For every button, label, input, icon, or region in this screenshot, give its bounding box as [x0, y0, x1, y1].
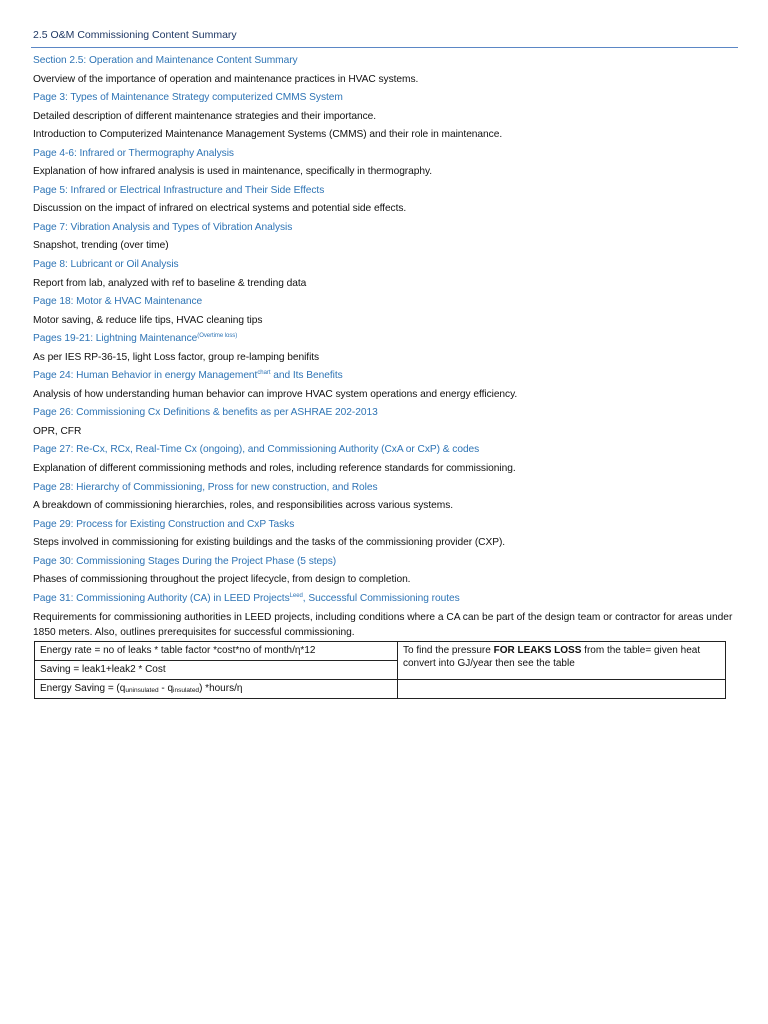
page-reference-heading: [33, 441, 738, 460]
page-reference-heading: [33, 590, 738, 609]
line-text: Page 27: Re-Cx, RCx, Real-Time Cx (ongoing), and Commissioning Authority (CxA or CxP) & codes: [33, 444, 480, 456]
table-cell: [35, 680, 398, 699]
formula-part: - q: [158, 683, 174, 694]
line-text: Page 4-6: Infrared or Thermography Analysis: [33, 147, 234, 159]
line-text: Discussion on the impact of infrared on electrical systems and potential side effects.: [33, 203, 407, 215]
note-text-pre: To find the pressure: [403, 645, 494, 656]
line-text: OPR, CFR: [33, 425, 82, 437]
page-description: [33, 237, 738, 256]
page-reference-heading: [33, 479, 738, 498]
line-text: Report from lab, analyzed with ref to baseline & trending data: [33, 277, 307, 289]
page-reference-heading: [33, 367, 738, 386]
table-cell: [35, 661, 398, 680]
page-reference-heading: [33, 145, 738, 164]
line-text-after: , Successful Commissioning routes: [302, 592, 460, 604]
line-text: Page 8: Lubricant or Oil Analysis: [33, 259, 179, 271]
line-text: Page 18: Motor & HVAC Maintenance: [33, 296, 203, 308]
energy-saving-formula: [40, 683, 242, 694]
page-description: [33, 386, 738, 405]
page-reference-heading: [33, 219, 738, 238]
page-description: [33, 71, 738, 90]
note-text-post: from the table= given heat convert into GJ/year then see the table: [403, 645, 701, 669]
formula-subscript: insulated: [173, 687, 200, 694]
line-text: Page 29: Process for Existing Construction and CxP Tasks: [33, 518, 295, 530]
page-reference-heading: [33, 256, 738, 275]
line-text: Page 7: Vibration Analysis and Types of Vibration Analysis: [33, 221, 293, 233]
line-text: A breakdown of commissioning hierarchies, roles, and responsibilities across various systems.: [33, 500, 454, 512]
line-text: Page 30: Commissioning Stages During the Project Phase (5 steps): [33, 555, 337, 567]
formula-part: ) *hours/η: [199, 683, 243, 694]
content-summary: [33, 52, 738, 640]
line-superscript: (Overtime loss): [197, 333, 238, 340]
page-description: [33, 163, 738, 182]
page-header-title: 2.5 O&M Commissioning Content Summary: [33, 29, 237, 41]
table-cell-note: [398, 642, 726, 680]
energy-rate-formula: Energy rate = no of leaks * table factor *cost*no of month/η*12: [40, 645, 316, 656]
page-reference-heading: [33, 52, 738, 71]
page-reference-heading: [33, 553, 738, 572]
line-text: Page 5: Infrared or Electrical Infrastructure and Their Side Effects: [33, 184, 325, 196]
saving-formula: Saving = leak1+leak2 * Cost: [40, 664, 166, 675]
line-text: Page 24: Human Behavior in energy Management: [33, 370, 258, 382]
table-cell-empty: [398, 680, 726, 699]
line-text: Explanation of different commissioning methods and roles, including reference standards for commissioning.: [33, 463, 516, 475]
line-text: Overview of the importance of operation and maintenance practices in HVAC systems.: [33, 73, 419, 85]
energy-calculation-table: [34, 641, 726, 699]
summary-paragraph: Requirements for commissioning authorities in LEED projects, including conditions where a CA can be part of the design team or contractor for areas under 1850 meters. Also, outlines prerequisites for successful commissioning.: [33, 612, 733, 639]
line-text: Explanation of how infrared analysis is used in maintenance, specifically in thermography.: [33, 166, 433, 178]
page-description: [33, 126, 738, 145]
page-reference-heading: [33, 404, 738, 423]
page-description: [33, 349, 738, 368]
line-text: Section 2.5: Operation and Maintenance Content Summary: [33, 55, 298, 66]
formula-part: Energy Saving = (q: [40, 683, 126, 694]
page-reference-heading: [33, 182, 738, 201]
line-text: Analysis of how understanding human behavior can improve HVAC system operations and energy efficiency.: [33, 388, 518, 400]
formula-subscript: uninsulated: [125, 687, 159, 694]
page-reference-heading: [33, 330, 738, 349]
line-text: Introduction to Computerized Maintenance Management Systems (CMMS) and their role in maintenance.: [33, 129, 503, 141]
page-reference-heading: [33, 89, 738, 108]
page-description: [33, 571, 738, 590]
table-cell: [35, 642, 398, 661]
line-text: Motor saving, & reduce life tips, HVAC cleaning tips: [33, 314, 263, 326]
page-reference-heading: [33, 293, 738, 312]
table-row: [35, 680, 726, 699]
page-description: [33, 534, 738, 553]
line-superscript: chart: [257, 370, 271, 377]
line-text: Detailed description of different maintenance strategies and their importance.: [33, 110, 377, 122]
line-superscript: Leed: [289, 592, 303, 599]
line-text: As per IES RP-36-15, light Loss factor, group re-lamping benifits: [33, 351, 320, 363]
page-reference-heading: [33, 516, 738, 535]
page-description: [33, 423, 738, 442]
page-description: [33, 275, 738, 294]
note-text-bold: FOR LEAKS LOSS: [493, 645, 582, 656]
header-divider: [31, 47, 738, 48]
page-description: [33, 200, 738, 219]
page-description: [33, 460, 738, 479]
line-text: Page 31: Commissioning Authority (CA) in LEED Projects: [33, 592, 290, 604]
summary-line-list: [33, 52, 738, 608]
line-text: Page 3: Types of Maintenance Strategy computerized CMMS System: [33, 92, 343, 104]
line-text: Phases of commissioning throughout the project lifecycle, from design to completion.: [33, 574, 411, 586]
line-text: Page 26: Commissioning Cx Definitions & benefits as per ASHRAE 202-2013: [33, 407, 378, 419]
line-text: Page 28: Hierarchy of Commissioning, Pross for new construction, and Roles: [33, 481, 378, 493]
line-text: Steps involved in commissioning for existing buildings and the tasks of the commissioning provider (CXP).: [33, 537, 506, 549]
page-description: [33, 497, 738, 516]
table-row: [35, 642, 726, 661]
line-text-after: and Its Benefits: [270, 370, 343, 382]
line-text: Snapshot, trending (over time): [33, 240, 169, 252]
line-text: Pages 19-21: Lightning Maintenance: [33, 333, 198, 345]
page-description: [33, 312, 738, 331]
page-description: [33, 108, 738, 127]
